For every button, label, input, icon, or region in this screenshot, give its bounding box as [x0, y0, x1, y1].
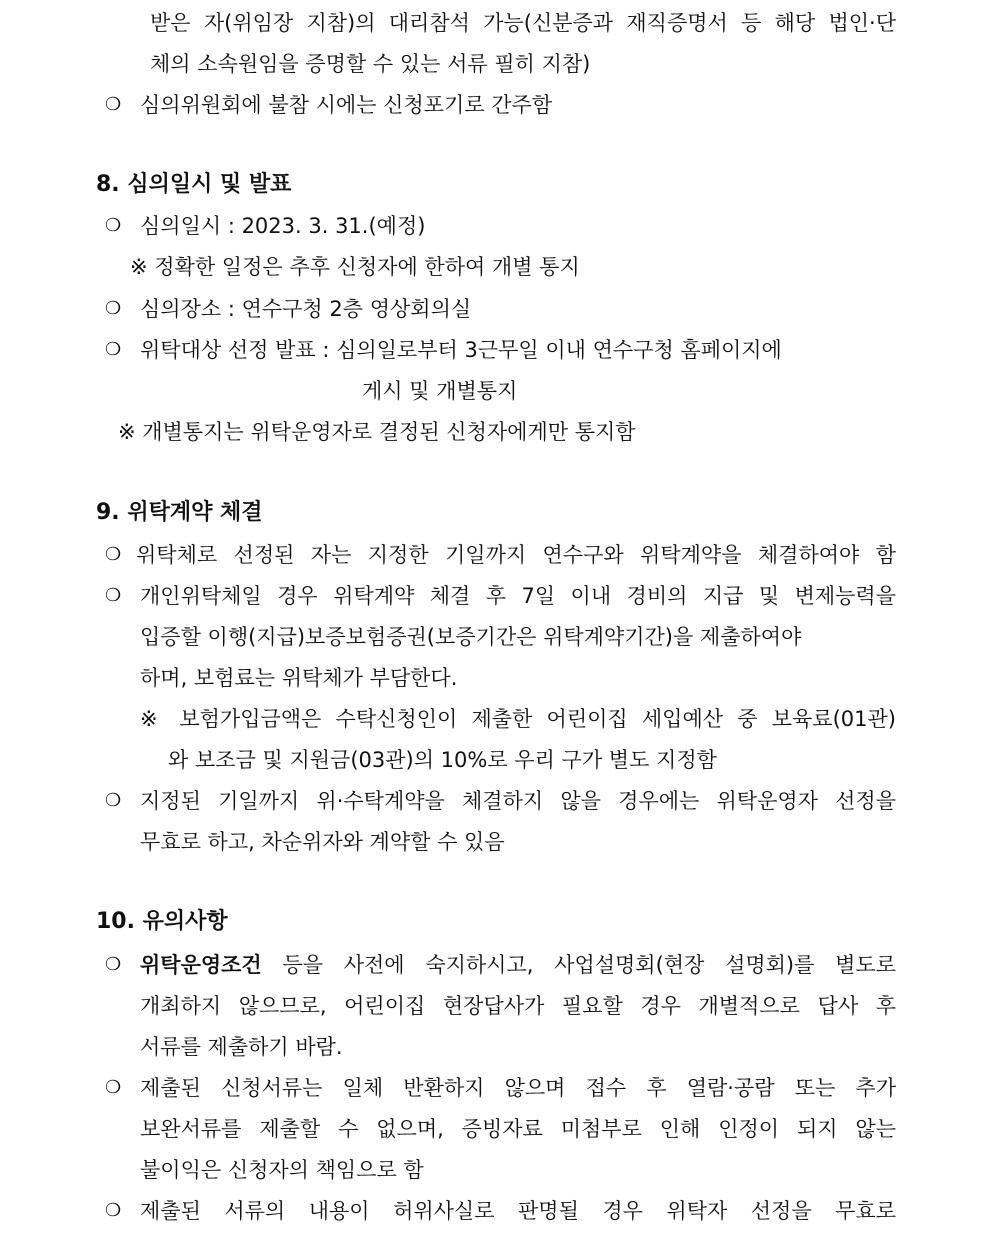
text-line: 서류를 제출하기 바람.: [140, 1035, 343, 1059]
text-line: 개최하지 않으므로, 어린이집 현장답사가 필요할 경우 개별적으로 답사 후: [140, 994, 896, 1018]
text-line: 게시 및 개별통지: [362, 379, 518, 403]
text-line: 입증할 이행(지급)보증보험증권(보증기간은 위탁계약기간)을 제출하여야: [140, 625, 802, 649]
bullet-icon: ❍: [105, 790, 122, 811]
bullet-icon: ❍: [105, 585, 122, 606]
emphasis-text: 위탁운영조건: [140, 953, 262, 977]
bullet-icon: ❍: [105, 94, 122, 115]
list-item: 위탁대상 선정 발표 : 심의일로부터 3근무일 이내 연수구청 홈페이지에: [140, 338, 782, 362]
text-line: 와 보조금 및 지원금(03관)의 10%로 우리 구가 별도 지정함: [168, 748, 717, 772]
text-line: 하며, 보험료는 위탁체가 부담한다.: [140, 666, 458, 690]
bullet-icon: ❍: [105, 215, 122, 236]
bullet-icon: ❍: [105, 298, 122, 319]
list-item: 지정된 기일까지 위·수탁계약을 체결하지 않을 경우에는 위탁운영자 선정을: [140, 789, 896, 813]
note: ※ 개별통지는 위탁운영자로 결정된 신청자에게만 통지함: [118, 420, 636, 444]
section-heading: 10. 유의사항: [96, 909, 228, 934]
bullet-icon: ❍: [105, 1200, 122, 1221]
text-line: 체의 소속원임을 증명할 수 있는 서류 필히 지참): [150, 52, 591, 76]
list-item: 제출된 신청서류는 일체 반환하지 않으며 접수 후 열람·공람 또는 추가: [140, 1076, 896, 1100]
bullet-icon: ❍: [105, 1077, 122, 1098]
list-item: 심의일시 : 2023. 3. 31.(예정): [140, 214, 426, 238]
text-span: 등을 사전에 숙지하시고, 사업설명회(현장 설명회)를 별도로: [261, 953, 896, 977]
list-item: 심의장소 : 연수구청 2층 영상회의실: [140, 297, 472, 321]
bullet-icon: ❍: [105, 544, 122, 565]
list-item: 제출된 서류의 내용이 허위사실로 판명될 경우 위탁자 선정을 무효로: [140, 1199, 896, 1223]
note: ※ 정확한 일정은 추후 신청자에 한하여 개별 통지: [130, 255, 580, 279]
list-item: 위탁체로 선정된 자는 지정한 기일까지 연수구와 위탁계약을 체결하여야 함: [136, 543, 896, 567]
text-line: 받은 자(위임장 지참)의 대리참석 가능(신분증과 재직증명서 등 해당 법인·단: [150, 11, 896, 35]
bullet-icon: ❍: [105, 954, 122, 975]
bullet-icon: ❍: [105, 339, 122, 360]
text-line: 무효로 하고, 차순위자와 계약할 수 있음: [140, 830, 505, 854]
list-item: [140, 952, 896, 978]
text-line: 보완서류를 제출할 수 없으며, 증빙자료 미첨부로 인해 인정이 되지 않는: [140, 1117, 896, 1141]
section-heading: 8. 심의일시 및 발표: [96, 172, 292, 197]
list-item: 심의위원회에 불참 시에는 신청포기로 간주함: [140, 93, 553, 117]
text-line: 불이익은 신청자의 책임으로 함: [140, 1158, 424, 1182]
section-heading: 9. 위탁계약 체결: [96, 500, 263, 525]
note: ※ 보험가입금액은 수탁신청인이 제출한 어린이집 세입예산 중 보육료(01관): [140, 707, 896, 731]
list-item: 개인위탁체일 경우 위탁계약 체결 후 7일 이내 경비의 지급 및 변제능력을: [140, 584, 896, 608]
